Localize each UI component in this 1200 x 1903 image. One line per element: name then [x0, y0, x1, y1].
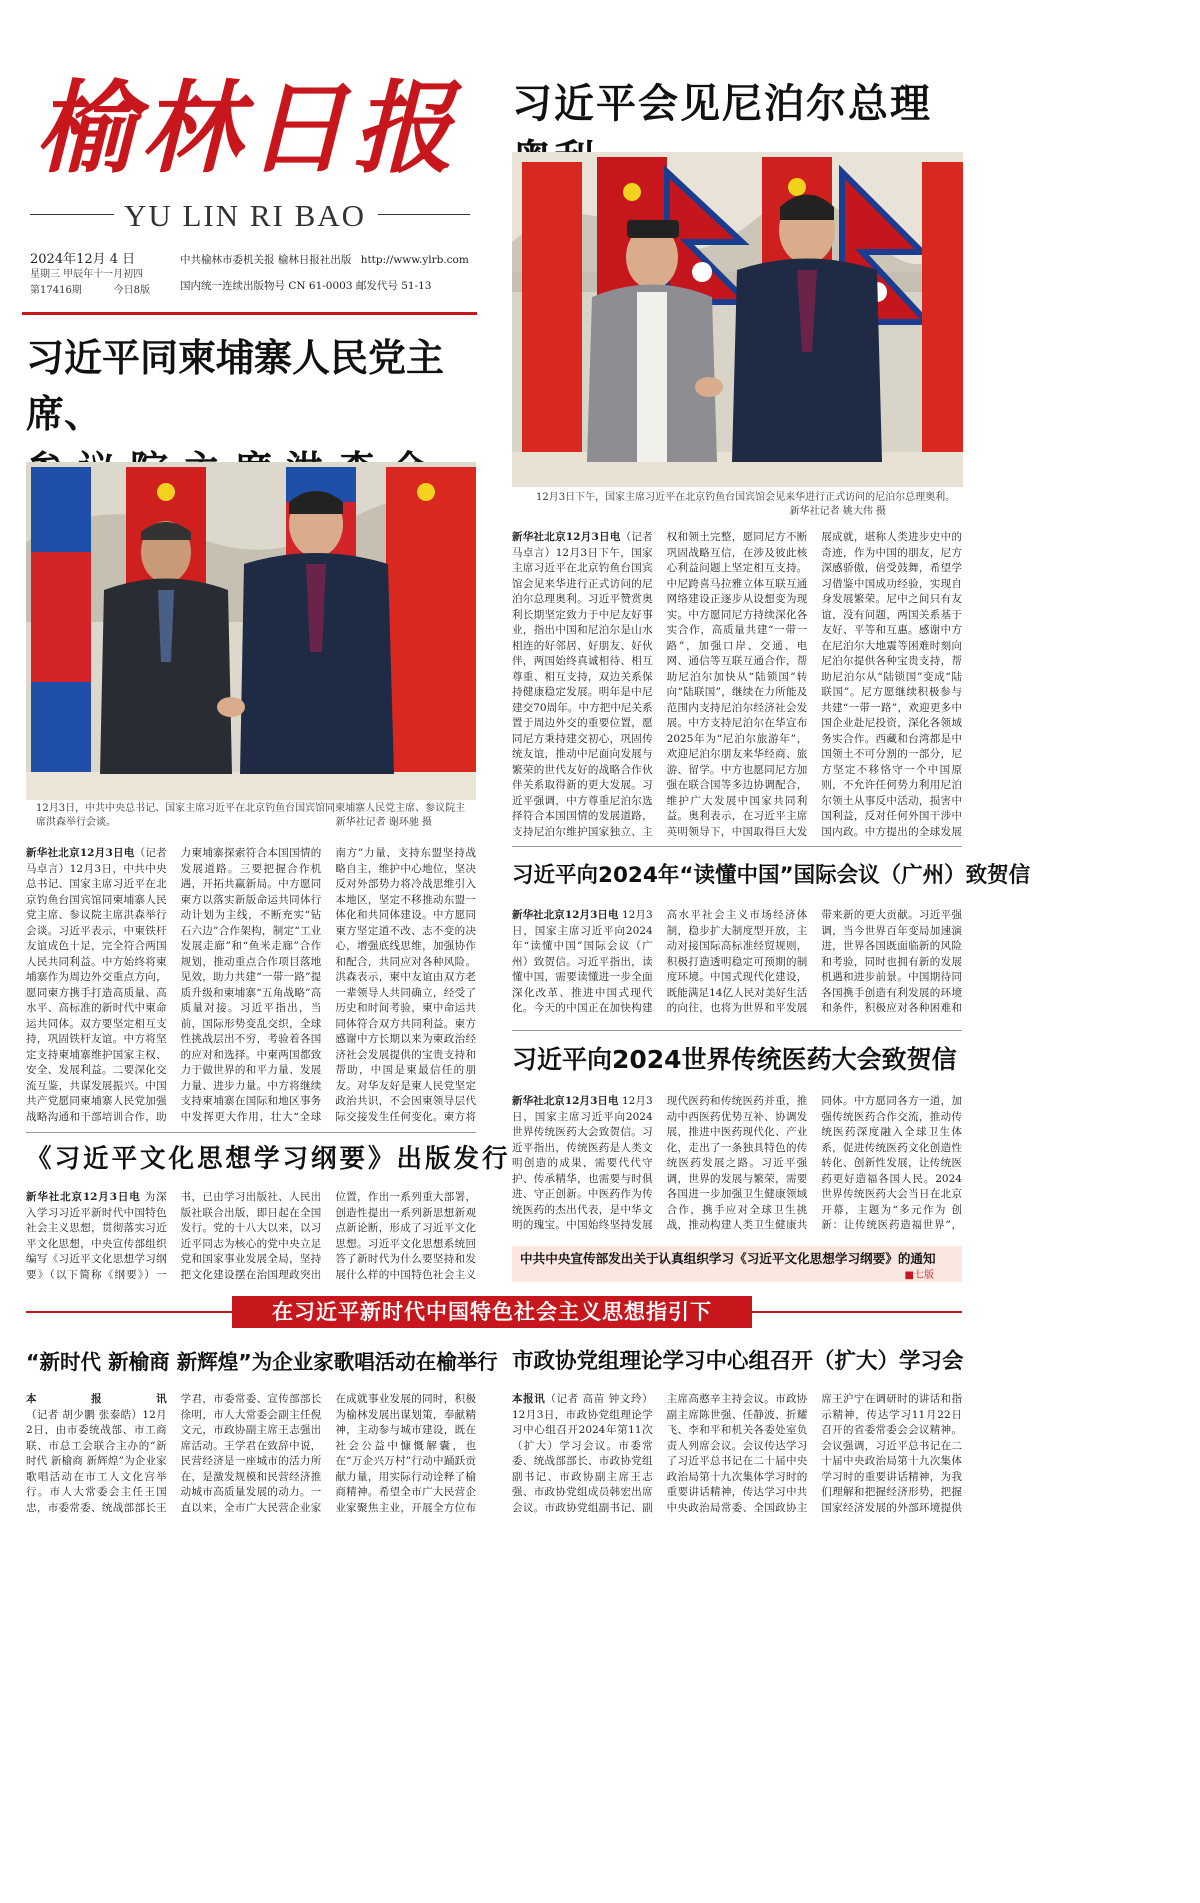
cppcc-body: 12月3日，市政协党组理论学习中心组召开2024年第11次（扩大）学习会议。市委常委、统战部部长、市政协党组副书记、市政协副主席王志强、市政协党组成员韩宏出席会议。市政协党组副书记、副主席高憨辛主持会议。市政协副主席陈世强、任静波、折耀飞、李和平和机关各委处室负责人列席会议。会议传达学习了习近平总书记在二十届中央政治局第十九次集体学习时的重要讲话精神，传达学习中共中央政治局常委、全国政协主席王沪宁在调研时的讲话和指示精神，传达学习11月22日召开的省委常委会会议精神。会议强调，习近平总书记在二十届中央政治局第十九次集体学习时的重要讲话精神，为我们理解和把握经济形势，把握国家经济发展的外部环境提供 — [512, 1393, 962, 1514]
tcm-notice: 中共中央宣传部发出关于认真组织学习《习近平文化思想学习纲要》的通知 — [520, 1251, 936, 1266]
publisher-url[interactable]: http://www.ylrb.com — [360, 254, 469, 266]
nepal-article — [512, 530, 962, 842]
culture-body: 为深入学习习近平新时代中国特色社会主义思想，贯彻落实习近平文化思想，中央宣传部组织编写《习近平文化思想学习纲要》（以下简称《纲要》）一书，已由学习出版社、人民出版社联合出版，即日起在全国发行。党的十八大以来，以习近平同志为核心的党中央立足党和国家事业发展全局，坚持把文化建设摆在治国理政突出位置，作出一系列重大部署，创造性提出一系列新思想新观点新论断，形成了习近平文化思想。习近平文化思想系统回答了新时代为什么要坚持和发展什么样的中国特色社会主义 — [26, 1191, 476, 1281]
cambodia-photo — [26, 462, 476, 800]
cambodia-headline-line1: 习近平同柬埔寨人民党主席、 — [26, 336, 445, 436]
cambodia-article — [26, 846, 476, 1126]
nepal-caption — [536, 491, 956, 519]
nepal-photo-illustration — [512, 152, 963, 487]
publisher-organ: 中共榆林市委机关报 榆林日报社出版 — [180, 254, 352, 266]
cambodia-photo-credit: 新华社记者 谢环驰 摄 — [335, 817, 432, 828]
tcm-dateline: 新华社北京12月3日电 — [512, 1095, 619, 1107]
nepal-body: 12月3日下午，国家主席习近平在北京钓鱼台国宾馆会见来华进行正式访问的尼泊尔总理奥利。习近平赞赏奥利长期坚定致力于中尼友好事业，指出中国和尼泊尔是山水相连的好邻居、好朋友、好伙伴，两国始终真诚相待、相互尊重、相互支持，双边关系保持健康稳定发展。明年是中尼建交70周年。中方把中尼关系置于周边外交的重要位置，愿同尼方秉持建交初心，巩固传统友谊，推动中尼面向发展与繁荣的世代友好的战略合作伙伴关系取得新的更大发展。习近平强调，中方尊重尼泊尔选择符合本国国情的发展道路，支持尼泊尔维护国家独立、主权和领土完整，愿同尼方不断巩固战略互信，在涉及彼此核心利益问题上坚定相互支持。中尼跨喜马拉雅立体互联互通网络建设正逐步从设想变为现实。中方愿同尼方持续深化各实合作，高质量共建“一带一路”，加强口岸、交通、电网、通信等互联互通合作，帮助尼泊尔加快从“陆锁国”转向“陆联国”，继续在力所能及范围内支持尼泊尔经济社会发展。中方支持尼泊尔在华宣布2025年为“尼泊尔旅游年”，欢迎尼泊尔朋友来华经商、旅游、留学。中方也愿同尼方加强在联合国等多边协调配合，维护广大发展中国家共同利益。奥利表示，在习近平主席英明领导下，中国取得巨大发展成就，堪称人类进步史中的奇迹，作为中国的朋友，尼方深感骄傲，倍受鼓舞，希望学习借鉴中国成功经验，实现自身发展繁荣。尼中之间只有友谊，没有问题，两国关系基于友好、平等和互惠。感谢中方在尼泊尔大地震等困难时刻向尼泊尔提供各种宝贵支持，帮助尼泊尔从“陆锁国”变成“陆联国”。尼方愿继续积极参与共建“一带一路”，欢迎更多中国企业赴尼投资，深化各领域务实合作。西藏和台湾都是中国领土不可分割的一部分，尼方坚定不移恪守一个中国原则，不允许任何势力利用尼泊尔领土从事反中活动，损害中国利益，反对任何外国干涉中国内政。中方提出的全球发展 — [512, 531, 962, 838]
issue-weekday: 星期三 甲辰年十一月初四 — [30, 269, 144, 280]
tcm-headline: 习近平向2024世界传统医药大会致贺信 — [512, 1045, 957, 1074]
cambodia-photo-illustration — [26, 462, 476, 800]
cambodia-caption — [36, 802, 468, 830]
nepal-reporter: （记者 马卓言） — [512, 531, 653, 559]
tcm-notice-ref: ■七版 — [904, 1270, 934, 1281]
culture-article — [26, 1190, 476, 1286]
readchina-headline: 习近平向2024年“读懂中国”国际会议（广州）致贺信 — [512, 863, 1031, 888]
tcm-body: 12月3日，国家主席习近平向2024世界传统医药大会致贺信。习近平指出，传统医药是人类文明创造的成果，需要代代守护、传承精华，也需要与时俱进、守正创新。中医药作为传统医药的杰出代表，是中华文明的瑰宝。中国始终坚持发展现代医药和传统医药并重，推动中西医药优势互补、协调发展，推进中医药现代化、产业化，走出了一条独具特色的传统医药发展之路。习近平强调，世界的发展与繁荣，需要各国进一步加强卫生健康领域合作，携手应对全球卫生挑战，推动构建人类卫生健康共同体。中方愿同各方一道，加强传统医药合作交流，推动传统医药深度融入全球卫生体系，促进传统医药文化创造性转化、创新性发展，让传统医药更好造福各国人民。2024世界传统医药大会当日在北京开幕，主题为“多元作为 创新：让传统医药造福世界”， — [512, 1095, 962, 1231]
tcm-article — [512, 1094, 962, 1246]
cambodia-caption-text: 12月3日，中共中央总书记、国家主席习近平在北京钓鱼台国宾馆同柬埔寨人民党主席、参议院主席洪森举行会谈。 — [36, 803, 466, 828]
serial-number: 国内统一连续出版物号 CN 61-0003 邮发代号 51-13 — [180, 280, 432, 292]
choir-body: 12月2日，由市委统战部、市工商联、市总工会联合主办的“新时代 新榆商 新辉煌”为企业家歌唱活动在市工人文化宫举行。市人大常委会主任王国忠，市委常委、统战部部长王学君，市委常委、宣传部部长徐明，市人大常委会副主任倪文元，市政协副主席王志强出席活动。王学君在致辞中说，民营经济是一座城市的活力所在，是激发规模和民营经济推动城市高质量发展的动力。一直以来，全市广大民营企业家在成就事业发展的同时，积极为榆林发展出谋划策，奉献精神，主动参与城市建设，既在社会公益中慷慨解囊，也在“万企兴万村”行动中踊跃贡献力量，用实际行动诠释了榆商精神。希望全市广大民营企业家聚焦主业，开展全方位布 — [26, 1393, 476, 1514]
choir-dateline: 本报讯 — [26, 1393, 167, 1405]
cppcc-headline: 市政协党组理论学习中心组召开（扩大）学习会 — [512, 1349, 964, 1374]
tcm-notice-box[interactable] — [512, 1246, 962, 1282]
tcm-rule — [512, 1030, 962, 1031]
culture-rule — [26, 1132, 476, 1133]
choir-headline: “新时代 新榆商 新辉煌”为企业家歌唱活动在榆举行 — [26, 1350, 498, 1374]
readchina-article — [512, 908, 962, 1024]
choir-article — [26, 1392, 476, 1516]
banner-text: 在习近平新时代中国特色社会主义思想指引下 — [272, 1300, 712, 1324]
newspaper-pinyin: YU LIN RI BAO — [123, 198, 367, 233]
masthead-rule — [22, 312, 477, 315]
nepal-photo — [512, 152, 963, 487]
nepal-headline: 习近平会见尼泊尔总理 — [512, 81, 932, 127]
culture-dateline: 新华社北京12月3日电 — [26, 1191, 141, 1203]
issue-number: 第17416期 今日8版 — [30, 285, 150, 296]
culture-headline: 《习近平文化思想学习纲要》出版发行 — [26, 1144, 511, 1174]
choir-reporter: （记者 胡少鹏 张泰皓） — [26, 1408, 143, 1421]
cambodia-dateline: 新华社北京12月3日电 — [26, 847, 135, 859]
cppcc-reporter: （记者 高苗 钟文玲） — [545, 1393, 653, 1405]
nepal-dateline: 新华社北京12月3日电 — [512, 531, 621, 543]
readchina-rule — [512, 846, 962, 847]
masthead — [22, 62, 477, 312]
cppcc-article — [512, 1392, 962, 1516]
readchina-body: 12月3日，国家主席习近平向2024年“读懂中国”国际会议（广州）致贺信。习近平指出，读懂中国，需要读懂进一步全面深化改革、推进中国式现代化。今天的中国正在加快构建高水平社会主义市场经济体制，稳步扩大制度型开放，主动对接国际高标准经贸规则，积极打造透明稳定可预期的制度环境。中国式现代化建设，既能满足14亿人民对美好生活的向往，也将为世界和平发展带来新的更大贡献。习近平强调，当今世界百年变局加速演进，世界各国既面临新的风险和考验，同时也拥有新的发展机遇和进步前景。中国期待同各国携手创造有利发展的环境和条件，积极应对各种困难和 — [512, 909, 962, 1014]
cambodia-reporter: （记者 马卓言） — [26, 847, 167, 875]
banner — [232, 1296, 752, 1328]
issue-date: 2024年12月 4 日 — [30, 252, 136, 267]
newspaper-logo: 榆林日报 — [35, 69, 459, 187]
cambodia-body: 12月3日，中共中央总书记、国家主席习近平在北京钓鱼台国宾馆同柬埔寨人民党主席、参议院主席洪森举行会谈。习近平表示，中柬铁杆友谊成色十足，完全符合两国人民共同利益。中方始终将柬埔寨作为周边外交重点方向，愿同柬方携手打造高质量、高水平、高标准的新时代中柬命运共同体。双方要坚定相互支持，巩固铁杆友谊。中方将坚定支持柬埔寨维护国家主权、安全、发展利益。二要深化交流互鉴，共谋发展振兴。中国共产党愿同柬埔寨人民党加强战略沟通和干部培训合作，助力柬埔寨探索符合本国国情的发展道路。三要把握合作机遇，开拓共赢新局。中方愿同柬方以落实新版命运共同体行动计划为主线，不断充实“钻石六边”合作架构，制定“工业发展走廊”和“鱼米走廊”合作规划，推动重点合作项目落地见效，助力共建“一带一路”提质升级和柬埔寨“五角战略”高质量对接。习近平指出，当前，国际形势变乱交织，全球性挑战层出不穷，考验着各国的应对和选择。中柬两国都致力于做世界的和平力量、发展力量、进步力量。中方将继续支持柬埔寨在国际和地区事务中发挥更大作用，壮大“全球南方”力量，支持东盟坚持战略自主，维护中心地位，坚决反对外部势力将冷战思维引入本地区，坚定不移推动东盟一体化和共同体建设。中方愿同柬方坚定道不改、志不变的决心，增强底线思维，加强协作和配合，共同应对各种风险。洪森表示，柬中友谊由双方老一辈领导人共同确立，经受了历史和时间考验，柬中命运共同体符合双方共同利益。柬方感谢中方长期以来为柬政治经济社会发展提供的宝贵支持和帮助，中国是柬最信任的朋友。对华友好是柬人民党坚定政治共识，不会因柬领导层代际交接发生任何变化。柬方将 — [26, 847, 476, 1123]
cppcc-dateline: 本报讯 — [512, 1393, 546, 1405]
readchina-dateline: 新华社北京12月3日电 — [512, 909, 619, 921]
publisher-line — [180, 252, 469, 267]
nepal-photo-credit: 新华社记者 姚大伟 摄 — [789, 506, 886, 517]
nepal-caption-text: 12月3日下午，国家主席习近平在北京钓鱼台国宾馆会见来华进行正式访问的尼泊尔总理奥利。 — [536, 492, 956, 503]
